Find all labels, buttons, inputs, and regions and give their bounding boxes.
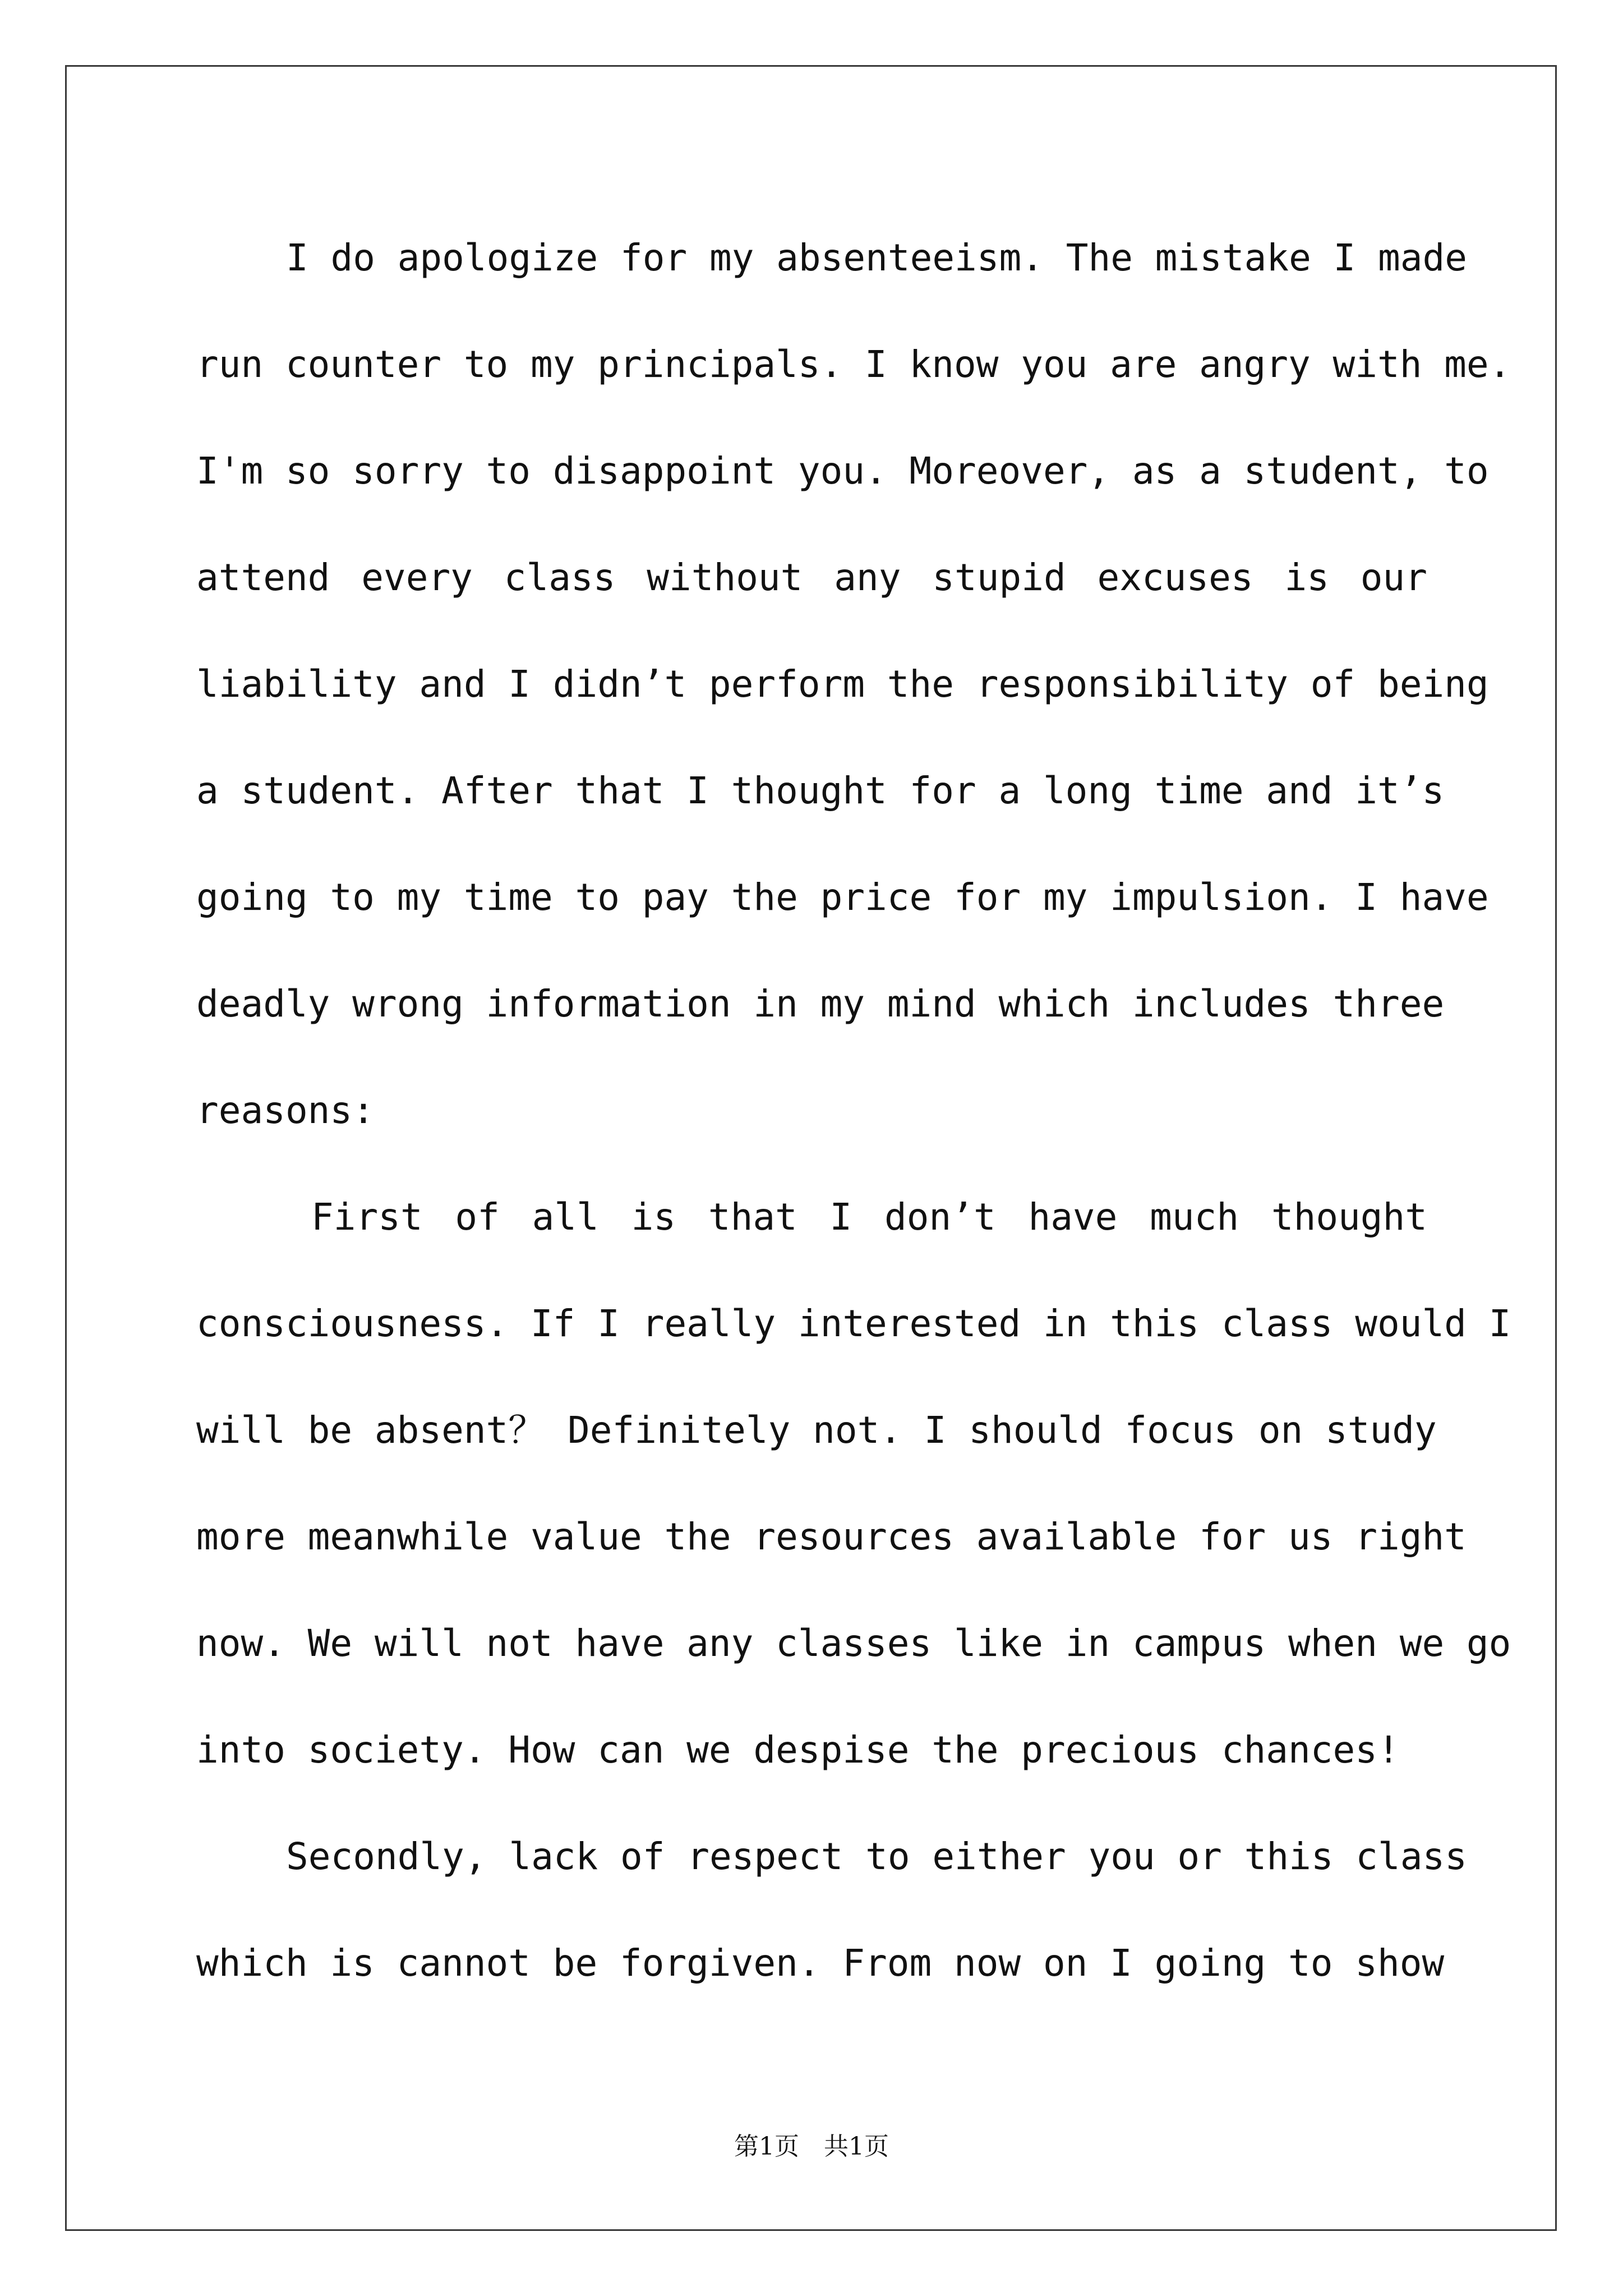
text-line: First of all is that I don’t have much thought: [311, 1195, 1427, 1239]
text-line: more meanwhile value the resources available for us right: [196, 1515, 1467, 1558]
text-line: attend every class without any stupid excuses is our: [196, 556, 1427, 599]
text-line: Secondly, lack of respect to either you or this class: [286, 1835, 1467, 1878]
text-line: going to my time to pay the price for my impulsion. I have: [196, 876, 1489, 919]
text-line: I'm so sorry to disappoint you. Moreover, as a student, to: [196, 449, 1489, 493]
text-line: which is cannot be forgiven. From now on I going to show: [196, 1941, 1445, 1985]
text-line: will be absent？ Definitely not. I should focus on study: [196, 1409, 1437, 1452]
page-number-footer: 第1页 共1页: [734, 2132, 889, 2161]
text-line: now. We will not have any classes like in campus when we go: [196, 1622, 1511, 1665]
text-line: consciousness. If I really interested in this class would I: [196, 1302, 1511, 1345]
text-line: I do apologize for my absenteeism. The mistake I made: [286, 236, 1467, 279]
text-line: liability and I didn’t perform the responsibility of being: [196, 662, 1489, 706]
text-line: run counter to my principals. I know you are angry with me.: [196, 343, 1511, 386]
text-line: deadly wrong information in my mind which includes three: [196, 982, 1445, 1025]
text-line: a student. After that I thought for a long time and it’s: [196, 769, 1445, 812]
document-body: [196, 205, 1511, 2017]
text-line: reasons:: [196, 1089, 375, 1132]
text-line: into society. How can we despise the precious chances!: [196, 1728, 1400, 1772]
